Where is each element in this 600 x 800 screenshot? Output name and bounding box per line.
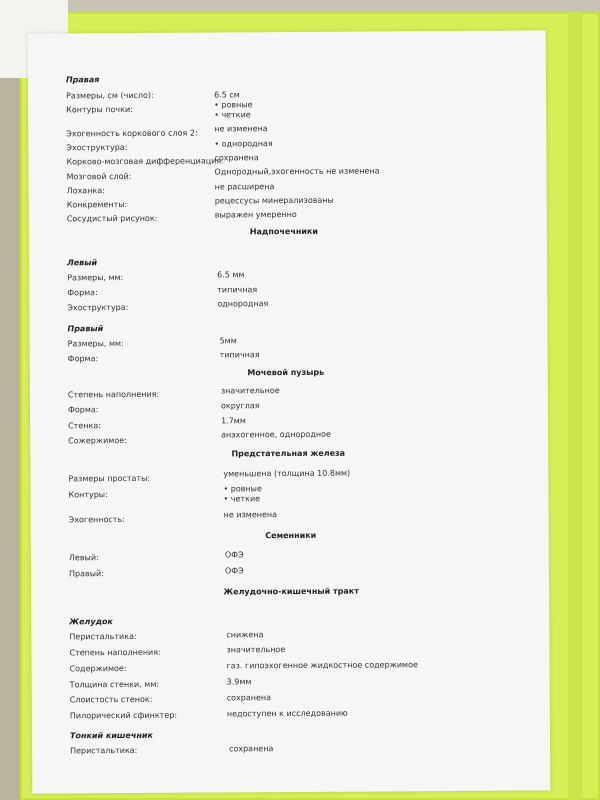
value-kidney-contours-1: • ровные xyxy=(214,100,253,110)
label-bladder-contents: Сожержимое: xyxy=(68,435,127,446)
section-bladder: Мочевой пузырь xyxy=(247,367,325,378)
value-bladder-filling: значительное xyxy=(220,386,280,396)
report-sheet xyxy=(28,30,551,793)
value-kidney-size: 6.5 см xyxy=(214,90,240,100)
label-pyloric-sphincter: Пилорический сфинктер: xyxy=(69,710,178,721)
label-medulla: Мозговой слой: xyxy=(66,171,132,182)
value-vascular-pattern: выражен умеренно xyxy=(214,209,297,220)
heading-small-intestine: Тонкий кишечник xyxy=(69,730,153,741)
label-prostate-contours: Контуры: xyxy=(68,490,108,500)
label-stomach-filling: Степень наполнения: xyxy=(69,647,161,658)
section-gi-tract: Желудочно-кишечный тракт xyxy=(223,586,359,597)
label-stomach-contents: Содержимое: xyxy=(69,663,127,674)
label-right-adrenal-shape: Форма: xyxy=(67,354,99,364)
label-intestine-peristalsis: Перистальтика: xyxy=(70,745,138,756)
section-testes: Семенники xyxy=(265,530,317,541)
label-kidney-contours: Контуры почки: xyxy=(66,104,133,115)
heading-stomach: Желудок xyxy=(69,617,113,627)
label-stomach-wall-layering: Слоистость стенок: xyxy=(69,694,153,705)
label-bladder-wall: Стенка: xyxy=(68,421,101,431)
label-stomach-peristalsis: Перистальтика: xyxy=(69,631,137,642)
section-adrenals: Надпочечники xyxy=(249,226,319,237)
value-bladder-shape: округлая xyxy=(220,401,260,411)
value-left-adrenal-echostructure: однородная xyxy=(217,299,269,309)
value-stomach-wall-thickness: 3.9мм xyxy=(226,677,252,687)
label-concrements: Конкременты: xyxy=(66,199,128,210)
label-kidney-size: Размеры, см (число): xyxy=(66,90,154,101)
label-testis-left: Левый: xyxy=(68,553,99,563)
value-cortex-echogenicity: не изменена xyxy=(214,124,268,134)
value-bladder-contents: анэхогенное, однородное xyxy=(221,429,331,440)
value-prostate-contours-2: • четкие xyxy=(223,494,261,504)
value-stomach-peristalsis: снижена xyxy=(226,630,264,640)
value-left-adrenal-size: 6.5 мм xyxy=(217,270,245,280)
value-intestine-peristalsis: сохранена xyxy=(229,744,274,754)
value-medulla: Однородный,эхогенность не изменена xyxy=(214,166,380,177)
label-prostate-size: Размеры простаты: xyxy=(68,473,151,484)
label-stomach-wall-thickness: Толщина стенки, мм: xyxy=(69,679,160,690)
value-concrements: рецессусы минерализованы xyxy=(214,195,334,206)
value-right-adrenal-size: 5мм xyxy=(219,336,237,346)
label-testis-right: Правый: xyxy=(68,569,104,579)
label-cortico-medullary: Корково-мозговая дифференциация: xyxy=(66,156,224,167)
value-stomach-filling: значительное xyxy=(226,645,286,655)
heading-right-kidney: Правая xyxy=(65,75,100,85)
value-kidney-contours-2: • четкие xyxy=(214,110,251,120)
label-bladder-filling: Степень наполнения: xyxy=(67,389,160,400)
section-prostate: Предстательная железа xyxy=(231,448,346,459)
label-pelvis: Лоханка: xyxy=(66,186,105,196)
label-bladder-shape: Форма: xyxy=(67,405,99,415)
label-echostructure: Эхоструктура: xyxy=(66,142,128,153)
value-bladder-wall: 1.7мм xyxy=(221,416,246,426)
value-prostate-size: уменьшена (толщина 10.8мм) xyxy=(223,468,351,479)
value-testis-left: ОФЭ xyxy=(224,550,244,560)
value-testis-right: ОФЭ xyxy=(224,566,244,576)
value-pelvis: не расширена xyxy=(214,182,275,192)
heading-right-adrenal: Правый xyxy=(67,324,104,334)
value-prostate-echogenicity: не изменена xyxy=(223,510,278,520)
label-left-adrenal-echostructure: Эхоструктура: xyxy=(67,302,129,313)
label-left-adrenal-size: Размеры, мм: xyxy=(67,273,124,283)
value-echostructure: • однородная xyxy=(214,139,273,149)
heading-left-adrenal: Левый xyxy=(67,258,98,268)
value-right-adrenal-shape: типичная xyxy=(219,350,260,360)
value-pyloric-sphincter: недоступен к исследованию xyxy=(226,708,348,719)
folder-edge xyxy=(568,12,582,800)
label-prostate-echogenicity: Эхогенность: xyxy=(68,515,125,525)
value-prostate-contours-1: • ровные xyxy=(223,484,262,494)
value-cortico-medullary: сохранена xyxy=(214,153,259,163)
label-vascular-pattern: Сосудистый рисунок: xyxy=(66,213,158,224)
label-left-adrenal-shape: Форма: xyxy=(67,288,98,298)
value-stomach-contents: газ. гипоэхогенное жидкостное содержимое xyxy=(226,660,418,671)
value-stomach-wall-layering: сохранена xyxy=(226,693,272,703)
value-left-adrenal-shape: типичная xyxy=(217,285,258,295)
label-cortex-echogenicity: Эхогенность коркового слоя 2: xyxy=(66,128,198,139)
label-right-adrenal-size: Размеры, мм: xyxy=(67,339,124,349)
